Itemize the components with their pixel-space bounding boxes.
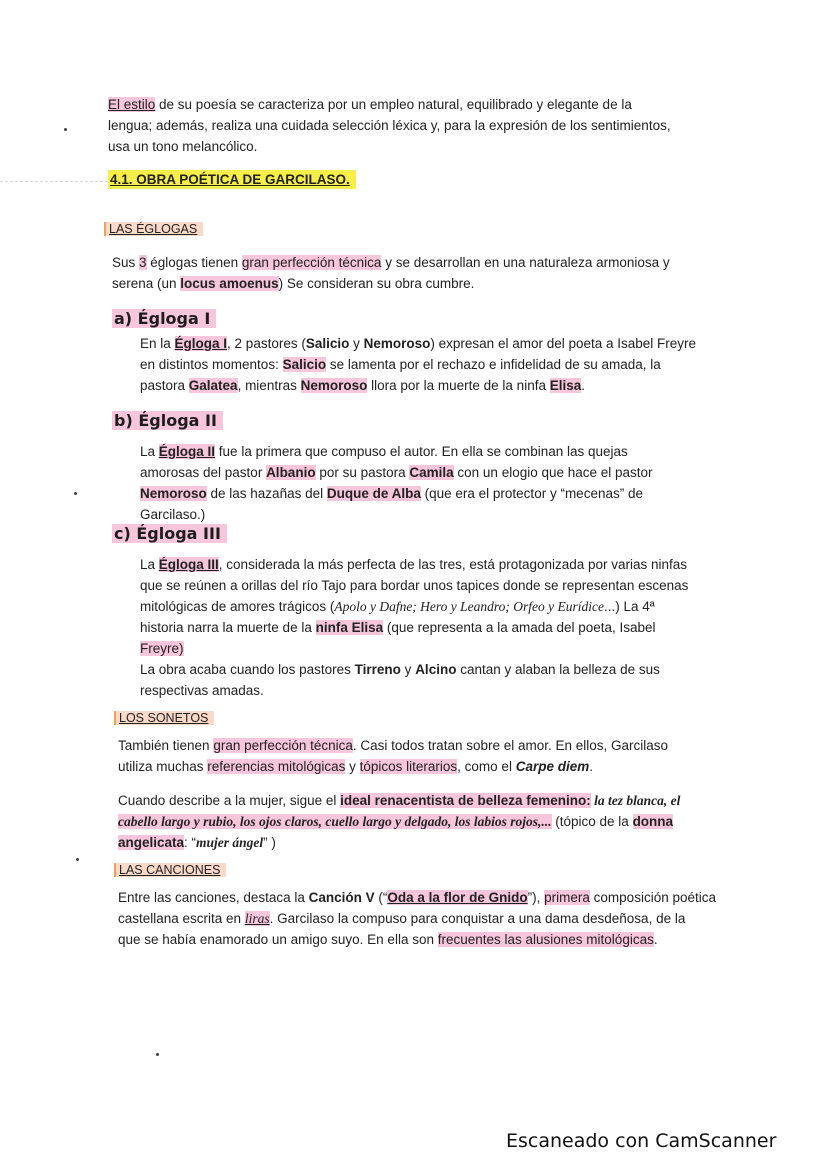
- highlight: ideal renacentista de belleza femenino:: [340, 793, 591, 808]
- highlight: cabello largo y rubio, los ojos claros, cuello largo y delgado, los labios rojos,...: [118, 814, 552, 829]
- canciones-paragraph: [118, 887, 716, 950]
- highlight: liras: [244, 911, 270, 926]
- text: La: [140, 557, 159, 572]
- text: serena (un: [112, 276, 181, 291]
- section-heading: 4.1. OBRA POÉTICA DE GARCILASO.: [108, 170, 356, 189]
- highlight: Nemoroso: [140, 486, 207, 501]
- highlight: Albanio: [266, 465, 316, 480]
- text: ) expresan el amor del poeta a Isabel Freyre: [430, 336, 697, 351]
- italic-text: la tez blanca, el: [590, 793, 681, 808]
- scan-speck: [64, 128, 67, 131]
- text: Carpe diem: [515, 759, 590, 774]
- text: Alcino: [415, 662, 457, 677]
- text: .: [581, 378, 586, 393]
- text: con un elogio que hace el pastor: [453, 465, 653, 480]
- text: En la: [140, 336, 175, 351]
- egloga-1-text: [140, 333, 696, 396]
- text: ”),: [527, 890, 545, 905]
- text: La obra acaba cuando los pastores: [140, 662, 355, 677]
- highlight: tópicos literarios: [359, 759, 458, 774]
- text: , 2 pastores (: [227, 336, 306, 351]
- text: . Casi todos tratan sobre el amor. En ellos, Garcilaso: [352, 738, 669, 753]
- text: respectivas amadas.: [140, 683, 264, 698]
- text: Canción V: [308, 890, 375, 905]
- text: ...) La 4ª: [604, 599, 655, 614]
- intro-paragraph: [108, 94, 671, 157]
- text: que se reúnen a orillas del río Tajo para bordar unos tapices donde se representan escenas: [140, 578, 689, 593]
- highlight: Freyre): [140, 641, 184, 656]
- title-text: c) Égloga III: [112, 524, 227, 543]
- eglogas-label: LAS ÉGLOGAS: [104, 222, 203, 236]
- text: : “: [184, 835, 197, 850]
- text: Salicio: [305, 336, 350, 351]
- italic-text: Apolo y Dafne; Hero y Leandro; Orfeo y Eurídice: [334, 599, 605, 614]
- text: Garcilaso.): [140, 507, 206, 522]
- highlight: primera: [544, 890, 590, 905]
- highlight: Oda a la flor de Gnido: [387, 890, 528, 905]
- highlight: Salicio: [282, 357, 327, 372]
- sonetos-paragraph-1: [118, 735, 668, 777]
- intro-text: de su poesía se caracteriza por un empleo natural, equilibrado y elegante de la: [155, 97, 632, 112]
- text: , como el: [457, 759, 516, 774]
- text: La: [140, 444, 159, 459]
- text: . Garcilaso la compuso para conquistar a una dama desdeñosa, de la: [269, 911, 686, 926]
- text: historia narra la muerte de la: [140, 620, 316, 635]
- text: de las hazañas del: [206, 486, 327, 501]
- highlight: locus amoenus: [180, 276, 279, 291]
- text: .: [653, 932, 658, 947]
- scan-speck: [156, 1053, 159, 1056]
- scan-speck: [74, 492, 77, 495]
- highlight: donna: [632, 814, 674, 829]
- highlight: referencias mitológicas: [207, 759, 346, 774]
- scan-rule: [0, 181, 108, 182]
- text: amorosas del pastor: [140, 465, 267, 480]
- egloga-2-title: [112, 411, 223, 430]
- text: Nemoroso: [363, 336, 431, 351]
- text: pastora: [140, 378, 189, 393]
- highlight: 3: [139, 255, 147, 270]
- text: composición poética: [589, 890, 716, 905]
- egloga-1-title: [112, 309, 216, 328]
- highlight: Elisa: [549, 378, 582, 393]
- text: ) Se consideran su obra cumbre.: [278, 276, 475, 291]
- text: (que era el protector y “mecenas” de: [420, 486, 643, 501]
- text: También tienen: [118, 738, 214, 753]
- text: cantan y alaban la belleza de sus: [456, 662, 660, 677]
- text: mitológicas de amores trágicos (: [140, 599, 335, 614]
- text: y: [349, 336, 364, 351]
- egloga-2-text: [140, 441, 653, 525]
- text: y: [345, 759, 360, 774]
- egloga-3-text: [140, 554, 688, 701]
- intro-text: usa un tono melancólico.: [108, 139, 258, 154]
- text: Sus: [112, 255, 140, 270]
- highlight: frecuentes las alusiones mitológicas: [437, 932, 654, 947]
- text: églogas tienen: [146, 255, 242, 270]
- text: Tirreno: [354, 662, 401, 677]
- text: y: [400, 662, 416, 677]
- text: (que representa a la amada del poeta, Isabel: [383, 620, 656, 635]
- text: , considerada la más perfecta de las tres, está protagonizada por varias ninfas: [218, 557, 688, 572]
- italic-text: mujer ángel: [196, 835, 264, 850]
- text: que se había enamorado un amigo suyo. En ella son: [118, 932, 438, 947]
- highlight: gran perfección técnica: [213, 738, 353, 753]
- egloga-3-title: [112, 524, 227, 543]
- text: (“: [374, 890, 388, 905]
- title-text: b) Égloga II: [112, 411, 223, 430]
- highlight: ninfa Elisa: [315, 620, 384, 635]
- highlight: Égloga III: [158, 557, 219, 572]
- text: , mientras: [237, 378, 301, 393]
- highlight: Égloga II: [158, 444, 216, 459]
- highlight: Nemoroso: [300, 378, 368, 393]
- highlight: Duque de Alba: [326, 486, 421, 501]
- text: utiliza muchas: [118, 759, 208, 774]
- highlight: Camila: [409, 465, 454, 480]
- text: por su pastora: [315, 465, 410, 480]
- text: Entre las canciones, destaca la: [118, 890, 309, 905]
- eglogas-intro: [112, 252, 670, 294]
- intro-highlight: El estilo: [108, 97, 156, 112]
- text: Cuando describe a la mujer, sigue el: [118, 793, 341, 808]
- text: llora por la muerte de la ninfa: [367, 378, 550, 393]
- highlight: angelicata: [118, 835, 185, 850]
- highlight: Égloga I: [174, 336, 228, 351]
- scan-speck: [76, 858, 79, 861]
- sonetos-paragraph-2: [118, 790, 680, 853]
- text: (tópico de la: [551, 814, 633, 829]
- text: se lamenta por el rechazo e infidelidad de su amada, la: [326, 357, 661, 372]
- text: y se desarrollan en una naturaleza armoniosa y: [381, 255, 670, 270]
- camscanner-watermark: Escaneado con CamScanner: [506, 1130, 777, 1152]
- text: en distintos momentos:: [140, 357, 283, 372]
- sonetos-label: LOS SONETOS: [114, 711, 214, 725]
- highlight: gran perfección técnica: [241, 255, 382, 270]
- text: .: [589, 759, 593, 774]
- highlight: Galatea: [188, 378, 238, 393]
- title-text: a) Égloga I: [112, 309, 216, 328]
- text: castellana escrita en: [118, 911, 245, 926]
- intro-text: lengua; además, realiza una cuidada selección léxica y, para la expresión de los sentimientos,: [108, 118, 671, 133]
- text: ” ): [263, 835, 276, 850]
- text: fue la primera que compuso el autor. En ella se combinan las quejas: [215, 444, 628, 459]
- canciones-label: LAS CANCIONES: [114, 863, 226, 877]
